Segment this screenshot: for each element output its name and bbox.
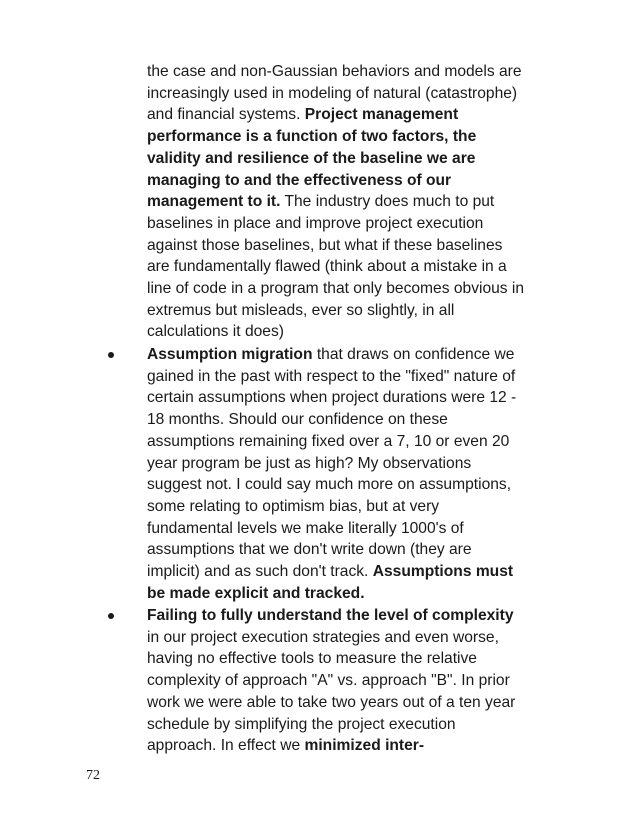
bullet-icon: [108, 613, 114, 619]
paragraph-bold-statement: Project management performance is a function of two factors, the validity and resilience of the baseline we are managing to and the effectiveness of our management to it.: [147, 106, 477, 211]
bullet-bold-lead: Assumption migration: [147, 346, 313, 363]
bullet-text: [147, 605, 527, 757]
bullet-body: in our project execution strategies and even worse, having no effective tools to measure the relative complexity of approach "A" vs. approach "B". In prior work we were able to take two years out of a ten year schedule by simplifying the project execution approach. In effect we: [147, 628, 516, 755]
page-number: 72: [86, 768, 100, 783]
intro-paragraph: [147, 61, 527, 343]
bullet-bold-tail: Assumptions must be made explicit and tracked.: [147, 563, 514, 602]
bullet-body: that draws on confidence we gained in the past with respect to the "fixed" nature of certain assumptions when project durations were 12 - 18 months. Should our confidence on these assumptions remaining fixed over a 7, 10 or even 20 year program be just as high? My observations suggest not. I could say much more on assumptions, some relating to optimism bias, but at very fundamental levels we make literally 1000's of assumptions that we don't write down (they are implicit) and as such don't track.: [147, 346, 517, 581]
bullet-text: [147, 344, 527, 604]
paragraph-text-1: the case and non-Gaussian behaviors and models are increasingly used in modeling of natural (catastrophe) and financial systems.: [147, 63, 522, 124]
paragraph-text-2: The industry does much to put baselines in place and improve project execution against those baselines, but what if these baselines are fundamentally flawed (think about a mistake in a line of code in a program that only becomes obvious in extremus but misleads, ever so slightly, in all calculations it does): [147, 193, 525, 341]
bullet-icon: [108, 352, 114, 358]
bullet-bold-lead: Failing to fully understand the level of complexity: [147, 607, 514, 624]
bullet-bold-tail: minimized inter-: [304, 737, 425, 755]
